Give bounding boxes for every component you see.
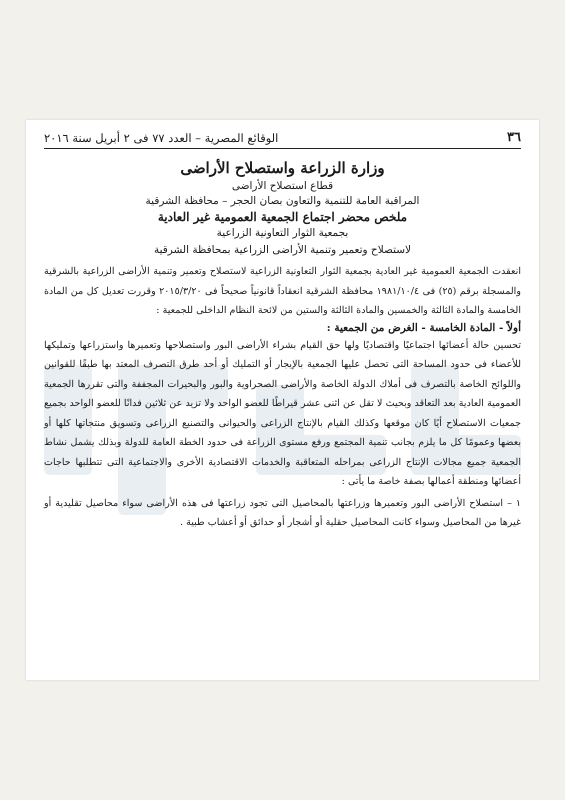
association-name: بجمعية الثوار التعاونية الزراعية <box>216 227 349 239</box>
association-purpose: لاستصلاح وتعمير وتنمية الأراضى الزراعية بمحافظة الشرقية <box>153 244 412 256</box>
section-body: تحسين حالة أعضائها اجتماعيًا واقتصاديًا ولها حق القيام بشراء الأراضى البور واستصلاحها وتعميرها واستزراعها وتمليكها للأعضاء فى حدود المساحة التى تحصل عليها الجمعية بالإيجار أو التمليك أو أحد طرق التصرف المعتد بها طبقًا للقوانين واللوائح الخاصة بالتصرف فى أملاك الدولة الخاصة والأراضى الصحراوية والبور والبحيرات المجففة والتى تقررها الجمعية العمومية العادية بعد التعاقد وبحيث لا تقل عن اثنى عشر قيراطًا للعضو الواحد ولا تزيد عن ثلاثين فدانًا للعضو الواحد بجميع جمعيات الاستصلاح أيًا كان موقعها وكذلك القيام بالإنتاج الزراعى والحيوانى والتصنيع الزراعى وتسويق منتجاتها كلها أو بعضها وعمومًا كل ما يلزم بجانب تنمية المجتمع ورفع مستوى الزراعة فى حدود الخطة العامة للدولة وبذلك يشمل نشاط الجمعية جميع مجالات الإنتاج الزراعى بمراحله المتعاقبة والخدمات الاقتصادية الأخرى والاجتماعية التى تتطلبها حاجات أعضائها ومنطقة أعمالها بصفة خاصة ما يأتى : <box>44 339 521 487</box>
page-header <box>44 130 521 149</box>
summary-title: ملخص محضر اجتماع الجمعية العمومية غير العادية <box>157 210 408 224</box>
authority-name: المراقبة العامة للتنمية والتعاون بصان الحجر – محافظة الشرقية <box>145 195 420 207</box>
sector-name: قطاع استصلاح الأراضى <box>231 180 334 192</box>
running-title: الوقائع المصرية – العدد ٧٧ فى ٢ أبريل سنة ٢٠١٦ <box>44 130 279 145</box>
section-heading: أولاً - المادة الخامسة - الغرض من الجمعية : <box>326 321 521 334</box>
list-item: ١ – استصلاح الأراضى البور وتعميرها وزراعتها بالمحاصيل التى تجود زراعتها فى هذه الأراضى سواء محاصيل تقليدية أو غيرها من المحاصيل وسواء كانت المحاصيل حقلية أو أشجار أو حدائق أو أعشاب طبية . <box>44 497 521 528</box>
document-page <box>26 120 539 680</box>
page-number: ٣٦ <box>507 130 521 145</box>
ministry-title: وزارة الزراعة واستصلاح الأراضى <box>180 159 385 177</box>
intro-paragraph: انعقدت الجمعية العمومية غير العادية بجمعية الثوار التعاونية الزراعية لاستصلاح وتعمير وتنمية الأراضى الزراعية بالشرقية والمسجلة برقم (٢٥) فى ١٩٨١/١٠/٤ محافظة الشرقية انعقاداً قانونياً صحيحاً فى ٢٠١٥/٣/٢٠ وقررت تعديل كل من المادة الخامسة والمادة الثالثة والخمسين والمادة الثالثة والستين من لائحة النظام الداخلى للجمعية : <box>44 266 521 316</box>
page-content <box>44 130 521 672</box>
